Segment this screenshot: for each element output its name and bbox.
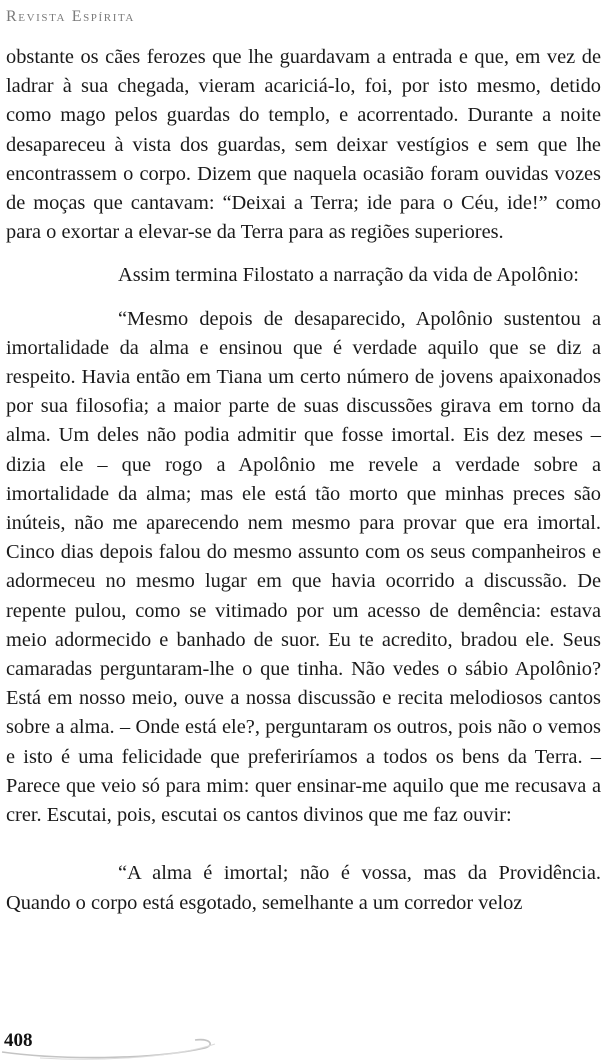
paragraph-continuation: obstante os cães ferozes que lhe guardavam a entrada e que, em vez de ladrar à sua chegada, vieram acariciá-lo, foi, por isto mesmo, detido como mago pelos guardas do templo, e acorrentado. Durante a noite desapareceu à vista dos guardas, sem deixar vestígios e sem que lhe encontrassem o corpo. Dizem que naquela ocasião foram ouvidas vozes de moças que cantavam: “Deixai a Terra; ide para o Céu, ide!” como para o exortar a elevar-se da Terra para as regiões superiores. <box>6 46 601 244</box>
page-body <box>6 43 601 918</box>
page-number-swoosh-ornament <box>0 1030 240 1060</box>
paragraph-quotation: “Mesmo depois de desaparecido, Apolônio sustentou a imortalidade da alma e ensinou que é verdade aquilo que se diz a respeito. Havia então em Tiana um certo número de jovens apaixonados por sua filosofia; a maior parte de suas discussões girava em torno da alma. Um deles não podia admitir que fosse imortal. Eis dez meses – dizia ele – que rogo a Apolônio me revele a verdade sobre a imortalidade da alma; mas ele está tão morto que minhas preces são inúteis, não me aparecendo nem mesmo para provar que era imortal. Cinco dias depois falou do mesmo assunto com os seus companheiros e adormeceu no mesmo lugar em que havia ocorrido a discussão. De repente pulou, como se vitimado por um acesso de demência: estava meio adormecido e banhado de suor. Eu te acredito, bradou ele. Seus camaradas perguntaram-lhe o que tinha. Não vedes o sábio Apolônio? Está em nosso meio, ouve a nossa discussão e recita melodiosos cantos sobre a alma. – Onde está ele?, perguntaram os outros, pois não o vemos e isto é uma felicidade que preferiríamos a todos os bens da Terra. – Parece que veio só para mim: quer ensinar-me aquilo que me recusava a crer. Escutai, pois, escutai os cantos divinos que me faz ouvir: <box>6 307 601 827</box>
paragraph-intro-line: Assim termina Filostato a narração da vida de Apolônio: <box>118 264 579 287</box>
paragraph-hymn-quotation: “A alma é imortal; não é vossa, mas da Providência. Quando o corpo está esgotado, semelhante a um corredor veloz <box>6 862 601 914</box>
running-header: Revista Espírita <box>6 8 135 25</box>
page-number: 408 <box>4 1030 33 1051</box>
